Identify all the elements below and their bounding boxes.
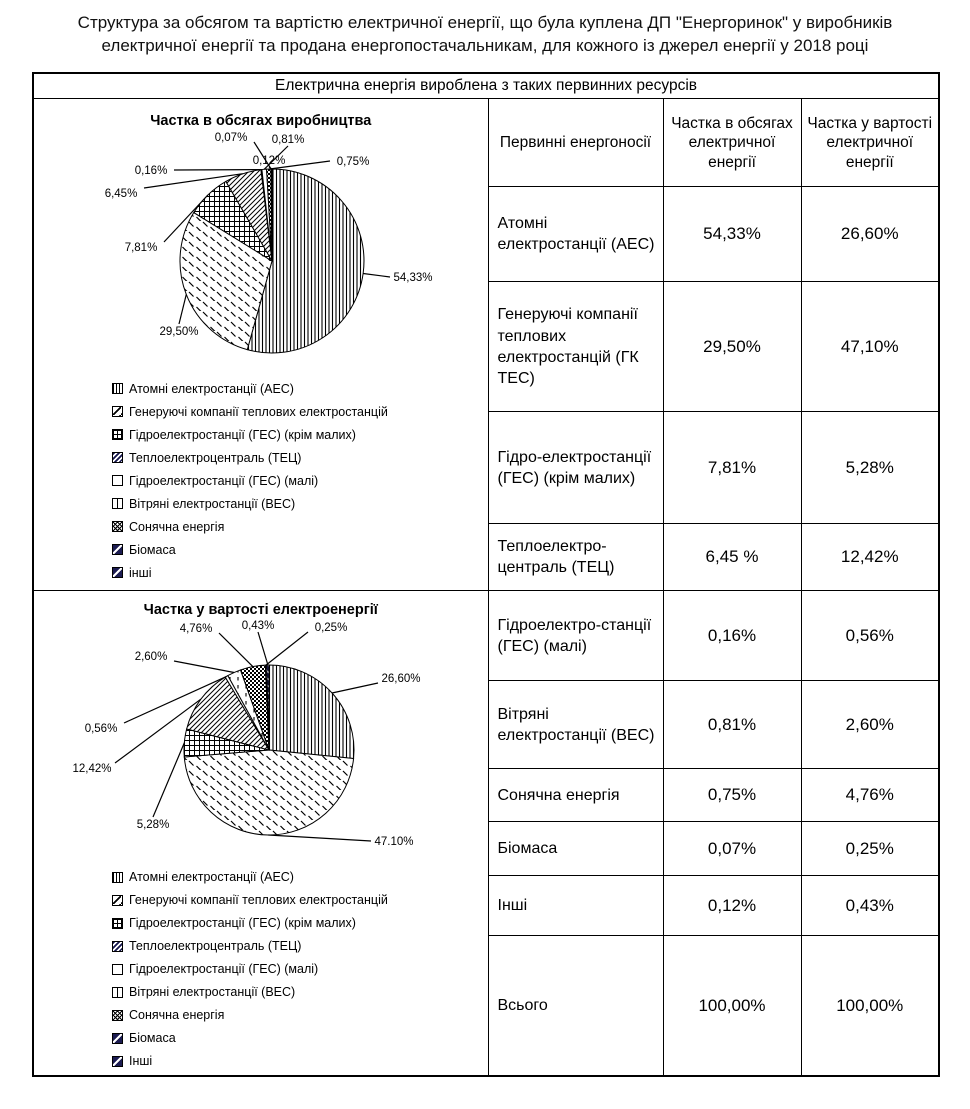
legend-label: Біомаса [129, 542, 176, 557]
pie-data-label: 5,28% [136, 818, 170, 831]
legend-item [112, 981, 488, 1004]
volume-pie-svg [34, 131, 486, 369]
pie-data-label: 0,25% [314, 621, 348, 634]
row-volume-share: 29,50% [663, 282, 801, 412]
pie-data-label: 0,12% [252, 155, 286, 168]
volume-chart-title: Частка в обсягах виробництва [150, 113, 372, 130]
pie-slice [269, 665, 354, 759]
pie-data-label: 26,60% [381, 672, 421, 685]
row-volume-share: 0,07% [663, 822, 801, 876]
row-name: Біомаса [488, 822, 663, 876]
legend-swatch [112, 872, 123, 883]
row-name-total: Всього [488, 936, 663, 1076]
legend-label: Біомаса [129, 1031, 176, 1046]
legend-item [112, 400, 488, 423]
pie-data-label: 0,43% [241, 619, 275, 632]
row-volume-share-total: 100,00% [663, 936, 801, 1076]
legend-swatch [112, 964, 123, 975]
legend-label: Гідроелектростанції (ГЕС) (крім малих) [129, 916, 356, 931]
legend-label: Сонячна енергія [129, 519, 225, 534]
row-value-share: 4,76% [801, 769, 939, 822]
row-value-share: 0,25% [801, 822, 939, 876]
row-name: Гідроелектро-станції (ГЕС) (малі) [488, 591, 663, 681]
legend-label: Генеруючі компанії теплових електростанцій [129, 404, 388, 419]
legend-swatch [112, 918, 123, 929]
row-volume-share: 6,45 % [663, 524, 801, 591]
volume-pie-chart [34, 113, 488, 584]
row-value-share: 0,43% [801, 876, 939, 936]
pie-leader-line [174, 661, 234, 673]
pie-leader-line [363, 274, 390, 278]
row-volume-share: 0,81% [663, 681, 801, 769]
legend-item [112, 1004, 488, 1027]
legend-swatch [112, 1033, 123, 1044]
legend-swatch [112, 1010, 123, 1021]
pie-slice [184, 750, 353, 835]
legend-item [112, 1027, 488, 1050]
pie-data-label: 0,07% [214, 132, 248, 145]
column-header-volume-share: Частка в обсягах електричної енергії [663, 99, 801, 187]
legend-label: Інші [129, 1054, 153, 1069]
row-name: Гідро-електростанції (ГЕС) (крім малих) [488, 412, 663, 524]
pie-data-label: 6,45% [104, 188, 138, 201]
legend-item [112, 377, 488, 400]
row-name: Вітряні електростанції (ВЕС) [488, 681, 663, 769]
volume-chart-legend [112, 377, 488, 584]
value-pie-svg [34, 620, 486, 858]
pie-data-label: 0,16% [134, 165, 168, 178]
legend-item [112, 538, 488, 561]
legend-swatch [112, 498, 123, 509]
legend-item [112, 423, 488, 446]
row-value-share: 5,28% [801, 412, 939, 524]
pie-leader-line [153, 743, 184, 817]
row-value-share: 2,60% [801, 681, 939, 769]
row-volume-share: 0,12% [663, 876, 801, 936]
legend-item [112, 958, 488, 981]
legend-label: Гідроелектростанції (ГЕС) (малі) [129, 962, 319, 977]
pie-data-label: 7,81% [124, 242, 158, 255]
legend-label: Гідроелектростанції (ГЕС) (малі) [129, 473, 319, 488]
row-value-share: 26,60% [801, 187, 939, 282]
page-title: Структура за обсягом та вартістю електричної енергії, що була куплена ДП "Енергоринок" у виробників електричної енергії та продана енергопостачальникам, для кожного із джерел енергії у 2018 році [77, 13, 893, 55]
pie-leader-line [268, 835, 371, 841]
pie-slice [271, 169, 272, 261]
legend-swatch [112, 452, 123, 463]
row-volume-share: 7,81% [663, 412, 801, 524]
legend-label: Вітряні електростанції (ВЕС) [129, 985, 296, 1000]
value-pie-chart [34, 602, 488, 1073]
legend-item [112, 1050, 488, 1073]
legend-item [112, 515, 488, 538]
legend-item [112, 912, 488, 935]
pie-data-label: 0,75% [336, 156, 370, 169]
legend-label: Вітряні електростанції (ВЕС) [129, 496, 296, 511]
pie-leader-line [179, 295, 186, 325]
legend-swatch [112, 567, 123, 578]
volume-chart-cell [33, 99, 488, 591]
row-volume-share: 0,16% [663, 591, 801, 681]
row-name: Теплоелектро-централь (ТЕЦ) [488, 524, 663, 591]
legend-item [112, 561, 488, 584]
legend-label: Генеруючі компанії теплових електростанцій [129, 893, 388, 908]
row-value-share: 0,56% [801, 591, 939, 681]
legend-swatch [112, 544, 123, 555]
pie-data-label: 0,56% [84, 722, 118, 735]
value-chart-legend [112, 866, 488, 1073]
main-table [32, 72, 940, 1077]
row-name: Генеруючі компанії теплових електростанцій (ГК ТЕС) [488, 282, 663, 412]
pie-data-label: 29,50% [159, 326, 199, 339]
legend-label: Атомні електростанції (АЕС) [129, 870, 294, 885]
legend-label: Теплоелектроцентраль (ТЕЦ) [129, 939, 302, 954]
row-value-share-total: 100,00% [801, 936, 939, 1076]
legend-item [112, 469, 488, 492]
header-row [33, 99, 939, 187]
row-name: Інші [488, 876, 663, 936]
pie-data-label: 54,33% [393, 272, 433, 285]
legend-swatch [112, 987, 123, 998]
legend-item [112, 889, 488, 912]
legend-swatch [112, 895, 123, 906]
legend-label: Атомні електростанції (АЕС) [129, 381, 294, 396]
pie-leader-line [266, 632, 308, 665]
value-chart-title: Частка у вартості електроенергії [143, 601, 378, 618]
column-header-sources: Первинні енергоносії [488, 99, 663, 187]
row-value-share: 12,42% [801, 524, 939, 591]
legend-swatch [112, 941, 123, 952]
legend-label: інші [129, 565, 152, 580]
legend-swatch [112, 521, 123, 532]
legend-item [112, 866, 488, 889]
pie-data-label: 2,60% [134, 650, 168, 663]
row-volume-share: 54,33% [663, 187, 801, 282]
legend-swatch [112, 429, 123, 440]
pie-leader-line [332, 683, 378, 693]
pie-data-label: 0,81% [271, 134, 305, 147]
legend-item [112, 446, 488, 469]
legend-label: Сонячна енергія [129, 1008, 225, 1023]
band-row [33, 73, 939, 99]
legend-swatch [112, 475, 123, 486]
legend-item [112, 935, 488, 958]
column-header-value-share: Частка у вартості електричної енергії [801, 99, 939, 187]
pie-data-label: 4,76% [179, 622, 213, 635]
pie-data-label: 12,42% [72, 762, 112, 775]
legend-label: Теплоелектроцентраль (ТЕЦ) [129, 450, 302, 465]
legend-label: Гідроелектростанції (ГЕС) (крім малих) [129, 427, 356, 442]
row-name: Сонячна енергія [488, 769, 663, 822]
legend-item [112, 492, 488, 515]
legend-swatch [112, 406, 123, 417]
pie-leader-line [219, 633, 253, 667]
legend-swatch [112, 1056, 123, 1067]
row-volume-share: 0,75% [663, 769, 801, 822]
value-chart-cell [33, 591, 488, 1076]
legend-swatch [112, 383, 123, 394]
row-name: Атомні електростанції (АЕС) [488, 187, 663, 282]
pie-data-label: 47.10% [374, 835, 414, 848]
row-value-share: 47,10% [801, 282, 939, 412]
table-row [33, 591, 939, 681]
pie-leader-line [258, 632, 268, 665]
band-title: Електрична енергія вироблена з таких первинних ресурсів [33, 73, 939, 99]
